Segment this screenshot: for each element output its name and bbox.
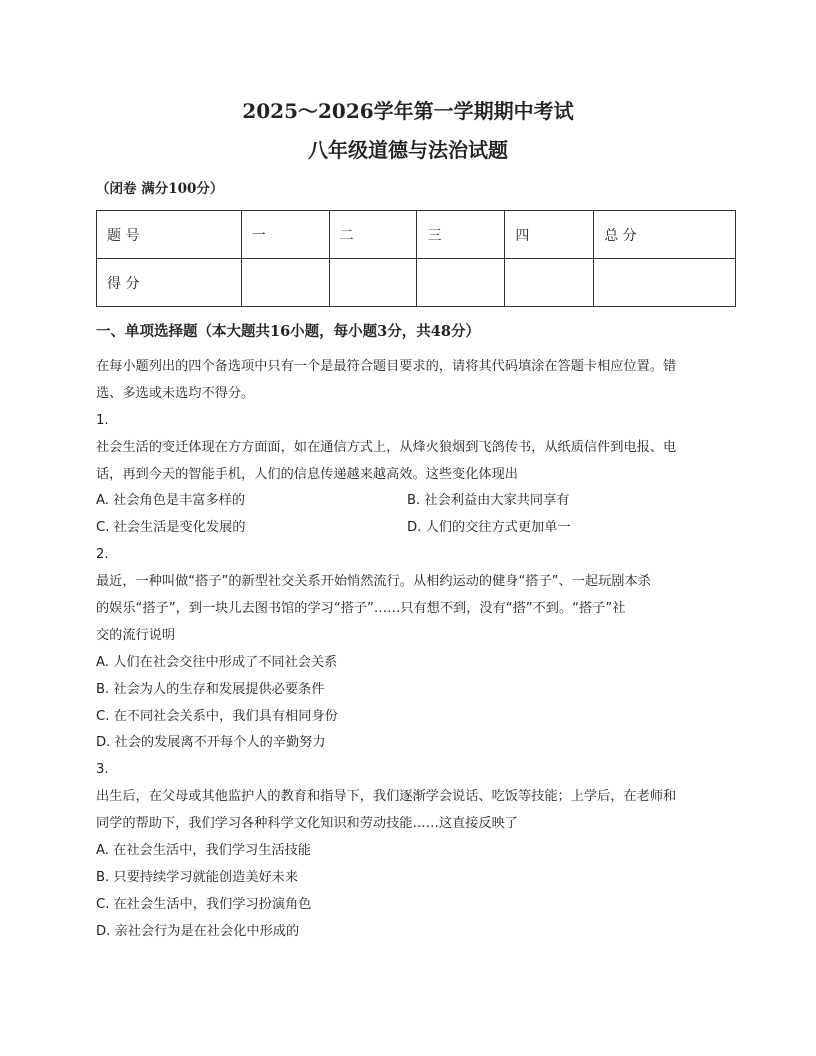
question-stem-line: 出生后，在父母或其他监护人的教育和指导下，我们逐渐学会说话、吃饭等技能；上学后，在老师和 <box>96 789 677 805</box>
instruction-line: 在每小题列出的四个备选项中只有一个是最符合题目要求的，请将其代码填涂在答题卡相应位置。错 <box>96 359 677 374</box>
option-row <box>96 515 726 542</box>
option-a: A. 人们在社会交往中形成了不同社会关系 <box>96 654 338 670</box>
section-heading: 一、单项选择题（本大题共16小题，每小题3分，共48分） <box>96 323 480 340</box>
score-table-header-cell: 一 <box>241 211 329 259</box>
score-cell-2 <box>329 259 417 307</box>
score-cell-1 <box>241 259 329 307</box>
question-stem-line: 同学的帮助下，我们学习各种科学文化知识和劳动技能……这直接反映了 <box>96 816 518 832</box>
score-table-header-cell: 四 <box>505 211 594 259</box>
option-c: C. 社会生活是变化发展的 <box>96 520 246 536</box>
option-b: B. 只要持续学习就能创造美好未来 <box>96 869 299 885</box>
score-table-header-row <box>97 211 736 259</box>
option-d: D. 人们的交往方式更加单一 <box>407 520 571 536</box>
question-stem-line: 的娱乐“搭子”，到一块儿去图书馆的学习“搭子”……只有想不到，没有“搭”不到。“搭子”社 <box>96 601 626 617</box>
score-table-header-cell: 三 <box>417 211 505 259</box>
question-stem-line: 社会生活的变迁体现在方方面面，如在通信方式上，从烽火狼烟到飞鸽传书，从纸质信件到电报、电 <box>96 439 677 455</box>
option-c: C. 在不同社会关系中，我们具有相同身份 <box>96 708 338 724</box>
score-table <box>96 210 736 307</box>
section-content <box>96 354 726 946</box>
question-stem-line: 交的流行说明 <box>96 627 176 643</box>
score-table-header-cell: 二 <box>329 211 417 259</box>
score-cell-total <box>594 259 736 307</box>
question-stem-line: 最近，一种叫做“搭子”的新型社交关系开始悄然流行。从相约运动的健身“搭子”、一起玩剧本杀 <box>96 574 651 590</box>
question-number: 2. <box>96 547 109 563</box>
instruction-line: 选、多选或未选均不得分。 <box>96 385 255 401</box>
score-table-score-row <box>97 259 736 307</box>
score-cell-3 <box>417 259 505 307</box>
option-c: C. 在社会生活中，我们学习扮演角色 <box>96 896 312 912</box>
exam-title: 2025～2026学年第一学期期中考试 <box>242 99 574 123</box>
score-cell-4 <box>505 259 594 307</box>
question-number: 3. <box>96 762 109 778</box>
option-row <box>96 488 726 515</box>
option-d: D. 社会的发展离不开每个人的辛勤努力 <box>96 735 326 751</box>
question-stem-line: 话，再到今天的智能手机，人们的信息传递越来越高效。这些变化体现出 <box>96 466 518 482</box>
option-b: B. 社会利益由大家共同享有 <box>407 493 570 509</box>
option-a: A. 在社会生活中，我们学习生活技能 <box>96 843 311 859</box>
option-b: B. 社会为人的生存和发展提供必要条件 <box>96 681 325 697</box>
score-table-header-cell: 总 分 <box>594 211 736 259</box>
option-a: A. 社会角色是丰富多样的 <box>96 493 246 509</box>
score-table-row-label: 得 分 <box>97 259 242 307</box>
question-number: 1. <box>96 412 109 428</box>
exam-subtitle: （闭卷 满分100分） <box>96 181 224 197</box>
score-table-header-cell: 题 号 <box>97 211 242 259</box>
exam-subject-title: 八年级道德与法治试题 <box>308 138 508 162</box>
option-d: D. 亲社会行为是在社会化中形成的 <box>96 923 300 939</box>
